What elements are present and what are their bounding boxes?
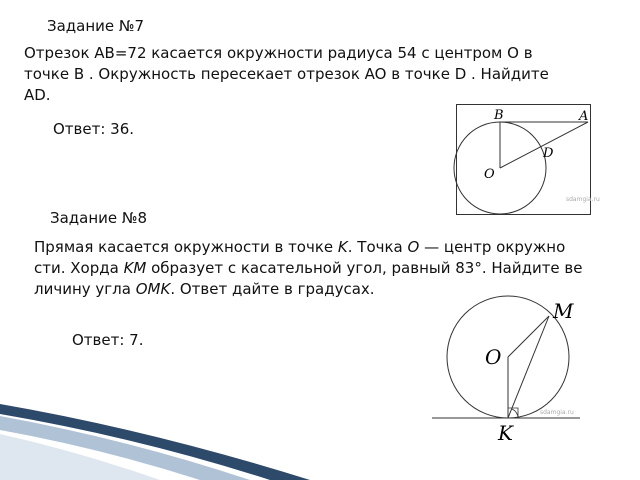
task7-line-2: точке B . Окружность пересекает отрезок AO в точке D . Найдите bbox=[24, 65, 549, 83]
label-a: A bbox=[579, 109, 589, 124]
task8-answer: Ответ: 7. bbox=[72, 331, 144, 349]
label-m: M bbox=[553, 299, 574, 323]
label-b: B bbox=[494, 108, 504, 123]
task8-line-3: личину угла OMK. Ответ дайте в градусах. bbox=[34, 280, 375, 298]
label-o: O bbox=[484, 167, 495, 182]
task7-line-3: AD. bbox=[24, 86, 51, 104]
task8-line-2: сти. Хорда KM образует с касательной угол, равный 83°. Найдите ве bbox=[34, 259, 583, 277]
task7-heading: Задание №7 bbox=[47, 17, 145, 35]
radius-om bbox=[508, 316, 549, 357]
watermark: sdamgia.ru bbox=[540, 409, 574, 416]
bottom-decoration bbox=[0, 390, 640, 480]
task7-text bbox=[24, 43, 624, 106]
task7-line-1: Отрезок AB=72 касается окружности радиуса 54 с центром O в bbox=[24, 44, 533, 62]
label-d: D bbox=[543, 146, 554, 161]
task8-heading: Задание №8 bbox=[50, 209, 148, 227]
task7-figure bbox=[456, 104, 600, 216]
task8-line-1: Прямая касается окружности в точке K. Точка O — центр окружно bbox=[34, 238, 566, 256]
watermark: sdamgia.ru bbox=[566, 196, 600, 203]
task8-text bbox=[34, 237, 634, 300]
label-k: K bbox=[498, 421, 513, 445]
label-o: O bbox=[485, 345, 502, 369]
task7-answer: Ответ: 36. bbox=[53, 120, 135, 138]
